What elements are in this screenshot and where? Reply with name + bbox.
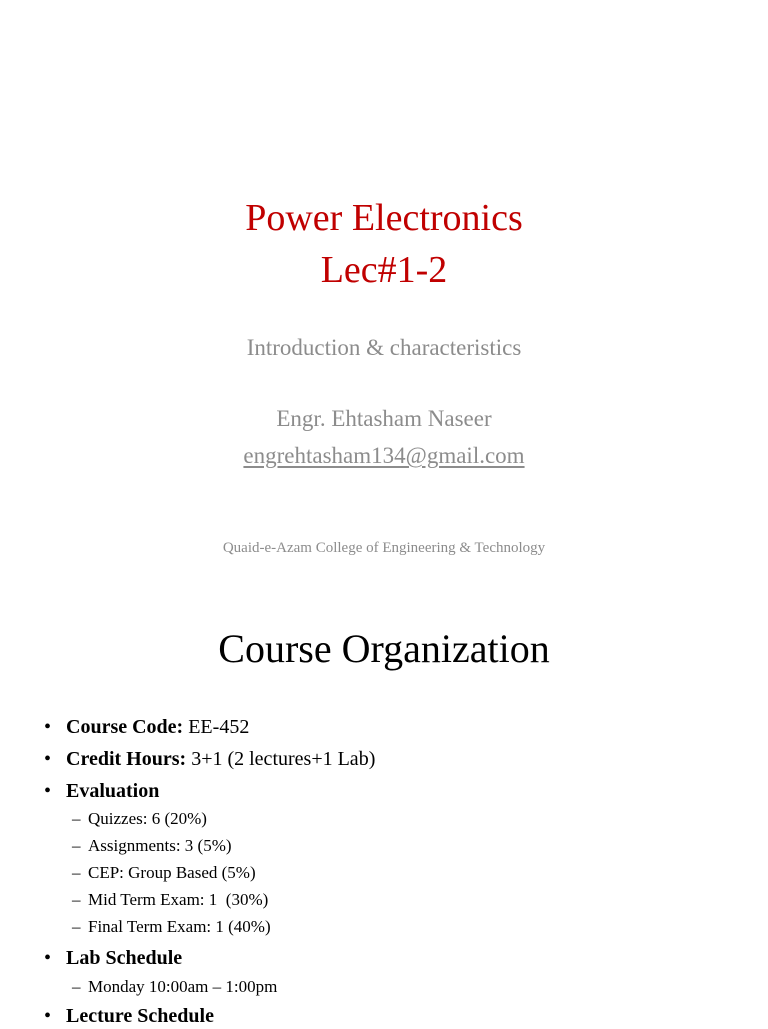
dash-icon: – [72,863,81,882]
list-item-lab-schedule [44,945,182,971]
sub-item-assignments [72,835,232,857]
dash-icon: – [72,917,81,936]
lecture-schedule-label: Lecture Schedule [66,1005,214,1027]
list-item-course-code [44,714,249,740]
slide-subtitle: Introduction & characteristics [246,335,522,360]
dash-icon: – [72,836,81,855]
sub-item-cep [72,862,256,884]
sub-item-lab-time [72,976,277,998]
bullet-icon: • [44,947,52,969]
author-email-link[interactable]: engrehtasham134@gmail.com [243,443,525,468]
sub-item-text: Assignments: 3 (5%) [88,836,232,855]
slide-heading: Course Organization [218,626,550,671]
author-name: Engr. Ehtasham Naseer [276,406,492,431]
list-item-evaluation [44,778,159,804]
dash-icon: – [72,809,81,828]
course-organization-slide [0,590,768,1027]
sub-item-text: CEP: Group Based (5%) [88,863,256,882]
dash-icon: – [72,890,81,909]
dash-icon: – [72,977,81,996]
list-item-credit-hours [44,746,375,772]
bullet-icon: • [44,716,52,738]
slide-title-line-2: Lec#1-2 [320,249,448,291]
lab-schedule-label: Lab Schedule [66,947,183,969]
institution-name: Quaid-e-Azam College of Engineering & Technology [222,540,546,556]
bullet-icon: • [44,1005,52,1027]
sub-item-text: Quizzes: 6 (20%) [88,809,207,828]
course-code-label: Course Code: [66,716,184,738]
slide-title-line-1: Power Electronics [245,197,523,239]
sub-item-quizzes [72,808,207,830]
sub-item-final-term [72,916,271,938]
sub-item-text: Final Term Exam: 1 (40%) [88,917,271,936]
sub-item-mid-term [72,889,268,911]
credit-hours-label: Credit Hours: [66,748,187,770]
sub-item-text: Mid Term Exam: 1 (30%) [88,890,269,909]
credit-hours-value: 3+1 (2 lectures+1 Lab) [186,748,376,770]
course-code-value: EE-452 [183,716,250,738]
bullet-icon: • [44,780,52,802]
sub-item-text: Monday 10:00am – 1:00pm [88,977,278,996]
evaluation-label: Evaluation [66,780,160,802]
list-item-lecture-schedule [44,1003,214,1029]
bullet-icon: • [44,748,52,770]
